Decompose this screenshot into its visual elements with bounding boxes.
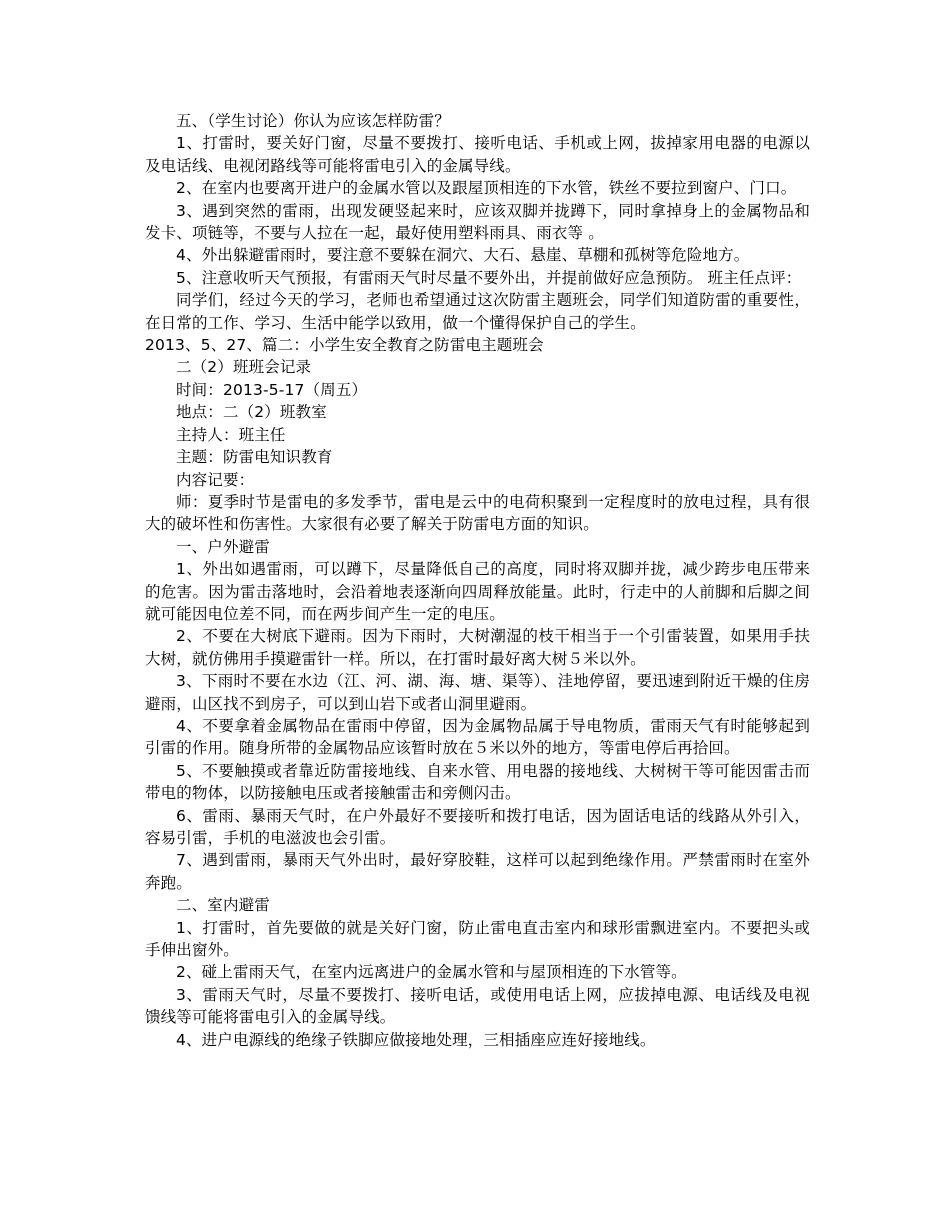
heading-student-discussion: 五、（学生讨论）你认为应该怎样防雷？ xyxy=(176,112,450,130)
paragraph-tip-2: 2、在室内也要离开进户的金属水管以及跟屋顶相连的下水管，铁丝不要拉到窗户、门口。 xyxy=(176,179,797,198)
paragraph-indoor-2: 2、碰上雷雨天气，在室内远离进户的金属水管和与屋顶相连的下水管等。 xyxy=(176,963,687,982)
heading-indoor-lightning: 二、室内避雷 xyxy=(176,896,270,915)
paragraph-indoor-1: 1、打雷时，首先要做的就是关好门窗，防止雷电直击室内和球形雷飘进室内。不要把头或手伸出窗外。 xyxy=(145,918,810,960)
paragraph-tip-5: 5、注意收听天气预报，有雷雨天气时尽量不要外出，并提前做好应急预防。 班主任点评： xyxy=(176,268,802,287)
paragraph-outdoor-3: 3、下雨时不要在水边（江、河、湖、海、塘、渠等）、洼地停留，要迅速到附近干燥的住房避雨，山区找不到房子，可以到山岩下或者山洞里避雨。 xyxy=(145,672,810,713)
paragraph-outdoor-1: 1、外出如遇雷雨，可以蹲下，尽量降低自己的高度，同时将双脚并拢，减少跨步电压带来的危害。因为雷击落地时，会沿着地表逐渐向四周释放能量。此时，行走中的人前脚和后脚之间就可能因电位差不同，而在两步间产生一定的电压。 xyxy=(145,560,810,623)
paragraph-outdoor-6: 6、雷雨、暴雨天气时，在户外最好不要接听和拨打电话，因为固话电话的线路从外引入，容易引雷，手机的电滋波也会引雷。 xyxy=(145,806,810,847)
paragraph-teacher-intro: 师：夏季时节是雷电的多发季节，雷电是云中的电荷积聚到一定程度时的放电过程，具有很大的破坏性和伤害性。大家很有必要了解关于防雷电方面的知识。 xyxy=(145,492,810,534)
paragraph-outdoor-7: 7、遇到雷雨，暴雨天气外出时，最好穿胶鞋，这样可以起到绝缘作用。严禁雷雨时在室外奔跑。 xyxy=(145,851,810,892)
paragraph-tip-4: 4、外出躲避雷雨时，要注意不要躲在洞穴、大石、悬崖、草棚和孤树等危险地方。 xyxy=(176,246,750,265)
paragraph-indoor-4: 4、进户电源线的绝缘子铁脚应做接地处理，三相插座应连好接地线。 xyxy=(176,1030,656,1049)
meeting-record-title: 二（2）班班会记录 xyxy=(176,358,312,377)
heading-outdoor-lightning: 一、户外避雷 xyxy=(176,537,270,556)
paragraph-outdoor-2: 2、不要在大树底下避雨。因为下雨时，大树潮湿的枝干相当于一个引雷装置，如果用手扶大树，就仿佛用手摸避雷针一样。所以，在打雷时最好离大树５米以外。 xyxy=(145,627,810,668)
paragraph-tip-1: 1、打雷时，要关好门窗，尽量不要拨打、接听电话、手机或上网，拔掉家用电器的电源以及电话线、电视闭路线等可能将雷电引入的金属导线。 xyxy=(145,134,810,175)
meeting-time: 时间：2013-5-17（周五） xyxy=(176,380,368,399)
paragraph-teacher-comment: 同学们，经过今天的学习，老师也希望通过这次防雷主题班会，同学们知道防雷的重要性，在日常的工作、学习、生活中能学以致用，做一个懂得保护自己的学生。 xyxy=(145,291,810,332)
content-notes-label: 内容记要： xyxy=(176,470,255,489)
meeting-host: 主持人：班主任 xyxy=(176,425,286,444)
section-title-part-two: 2013、5、27、篇二：小学生安全教育之防雷电主题班会 xyxy=(145,336,544,355)
paragraph-tip-3: 3、遇到突然的雷雨，出现发硬竖起来时，应该双脚并拢蹲下，同时拿掉身上的金属物品和发卡、项链等，不要与人拉在一起，最好使用塑料雨具、雨衣等 。 xyxy=(145,201,810,243)
meeting-location: 地点：二（2）班教室 xyxy=(176,403,327,422)
meeting-theme: 主题：防雷电知识教育 xyxy=(176,448,333,467)
document-body xyxy=(145,110,810,1051)
paragraph-outdoor-4: 4、不要拿着金属物品在雷雨中停留，因为金属物品属于导电物质，雷雨天气有时能够起到引雷的作用。随身所带的金属物品应该暂时放在５米以外的地方，等雷电停后再拾回。 xyxy=(145,716,810,758)
paragraph-outdoor-5: 5、不要触摸或者靠近防雷接地线、自来水管、用电器的接地线、大树树干等可能因雷击而带电的物体，以防接触电压或者接触雷击和旁侧闪击。 xyxy=(145,761,810,803)
paragraph-indoor-3: 3、雷雨天气时，尽量不要拨打、接听电话，或使用电话上网，应拔掉电源、电话线及电视馈线等可能将雷电引入的金属导线。 xyxy=(145,985,810,1027)
